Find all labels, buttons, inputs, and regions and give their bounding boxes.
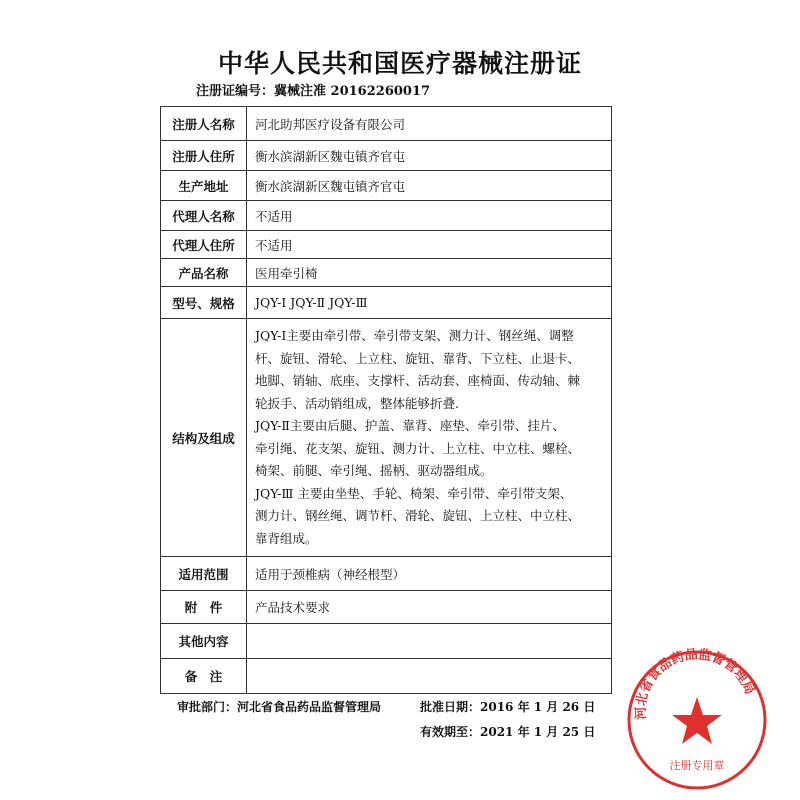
field-value: 适用于颈椎病（神经根型） — [247, 557, 612, 591]
svg-text:河北省食品药品监督管理局: 河北省食品药品监督管理局 — [633, 647, 758, 720]
field-label: 代理人住所 — [161, 231, 247, 259]
field-label: 注册人名称 — [161, 107, 247, 141]
table-row — [161, 557, 612, 591]
structure-line: 靠背组成。 — [255, 530, 318, 546]
field-label: 注册人住所 — [161, 141, 247, 171]
approval-date: 批准日期：2016 年 1 月 26 日 — [420, 700, 596, 714]
valid-until: 有效期至：2021 年 1 月 25 日 — [420, 725, 596, 739]
table-row — [161, 259, 612, 287]
field-label: 代理人名称 — [161, 201, 247, 231]
field-label: 附 件 — [161, 591, 247, 624]
table-row — [161, 659, 612, 694]
field-value: 不适用 — [247, 201, 612, 231]
structure-line: 杆、旋钮、滑轮、上立柱、旋钮、靠背、下立柱、止退卡、 — [255, 350, 581, 366]
field-label: 其他内容 — [161, 624, 247, 659]
certificate-title: 中华人民共和国医疗器械注册证 — [217, 49, 582, 78]
structure-line: 地脚、销轴、底座、支撑杆、活动套、座椅面、传动轴、棘 — [255, 373, 581, 388]
structure-line: 椅架、前腿、牵引绳、摇柄、驱动器组成。 — [255, 463, 493, 478]
field-label: 备 注 — [161, 659, 247, 694]
registration-number — [196, 80, 430, 99]
approval-authority: 审批部门：河北省食品药品监督管理局 — [177, 700, 382, 714]
table-row-structure — [161, 319, 612, 557]
table-row — [161, 287, 612, 319]
table-row — [161, 231, 612, 259]
table-row — [161, 107, 612, 141]
structure-value — [247, 319, 612, 557]
field-label: 结构及组成 — [161, 319, 247, 557]
field-value: 不适用 — [247, 231, 612, 259]
field-label: 产品名称 — [161, 259, 247, 287]
registration-value: 冀械注准 20162260017 — [274, 84, 431, 99]
field-label: 型号、规格 — [161, 287, 247, 319]
field-value: 产品技术要求 — [247, 591, 612, 624]
table-row — [161, 201, 612, 231]
table-row — [161, 591, 612, 624]
field-value: 衡水滨湖新区魏屯镇齐官屯 — [247, 141, 612, 171]
field-label: 适用范围 — [161, 557, 247, 591]
table-row — [161, 141, 612, 171]
star-icon — [672, 697, 722, 744]
field-value — [247, 624, 612, 659]
svg-text:注册专用章: 注册专用章 — [669, 759, 725, 772]
field-value: 河北助邦医疗设备有限公司 — [247, 107, 612, 141]
field-value: 衡水滨湖新区魏屯镇齐官屯 — [247, 171, 612, 201]
structure-line: JQY-Ⅰ主要由牵引带、牵引带支架、测力计、钢丝绳、调整 — [255, 328, 574, 343]
certificate-table — [160, 106, 612, 694]
structure-line: 轮扳手、活动销组成，整体能够折叠. — [255, 395, 459, 411]
registration-label: 注册证编号： — [196, 84, 275, 99]
structure-line: JQY-Ⅲ 主要由坐垫、手轮、椅架、牵引带、牵引带支架、 — [255, 485, 573, 501]
table-row — [161, 624, 612, 659]
field-value — [247, 659, 612, 694]
structure-line: 牵引绳、花支架、旋钮、测力计、上立柱、中立柱、螺栓、 — [255, 440, 581, 456]
field-value: JQY-Ⅰ JQY-Ⅱ JQY-Ⅲ — [247, 287, 612, 319]
field-label: 生产地址 — [161, 171, 247, 201]
table-row — [161, 171, 612, 201]
structure-line: 测力计、钢丝绳、调节杆、滑轮、旋钮、上立柱、中立柱、 — [255, 508, 581, 523]
field-value: 医用牵引椅 — [247, 259, 612, 287]
structure-line: JQY-Ⅱ主要由后腿、护盖、靠背、座垫、牵引带、挂片、 — [255, 418, 565, 433]
official-seal — [622, 645, 772, 795]
